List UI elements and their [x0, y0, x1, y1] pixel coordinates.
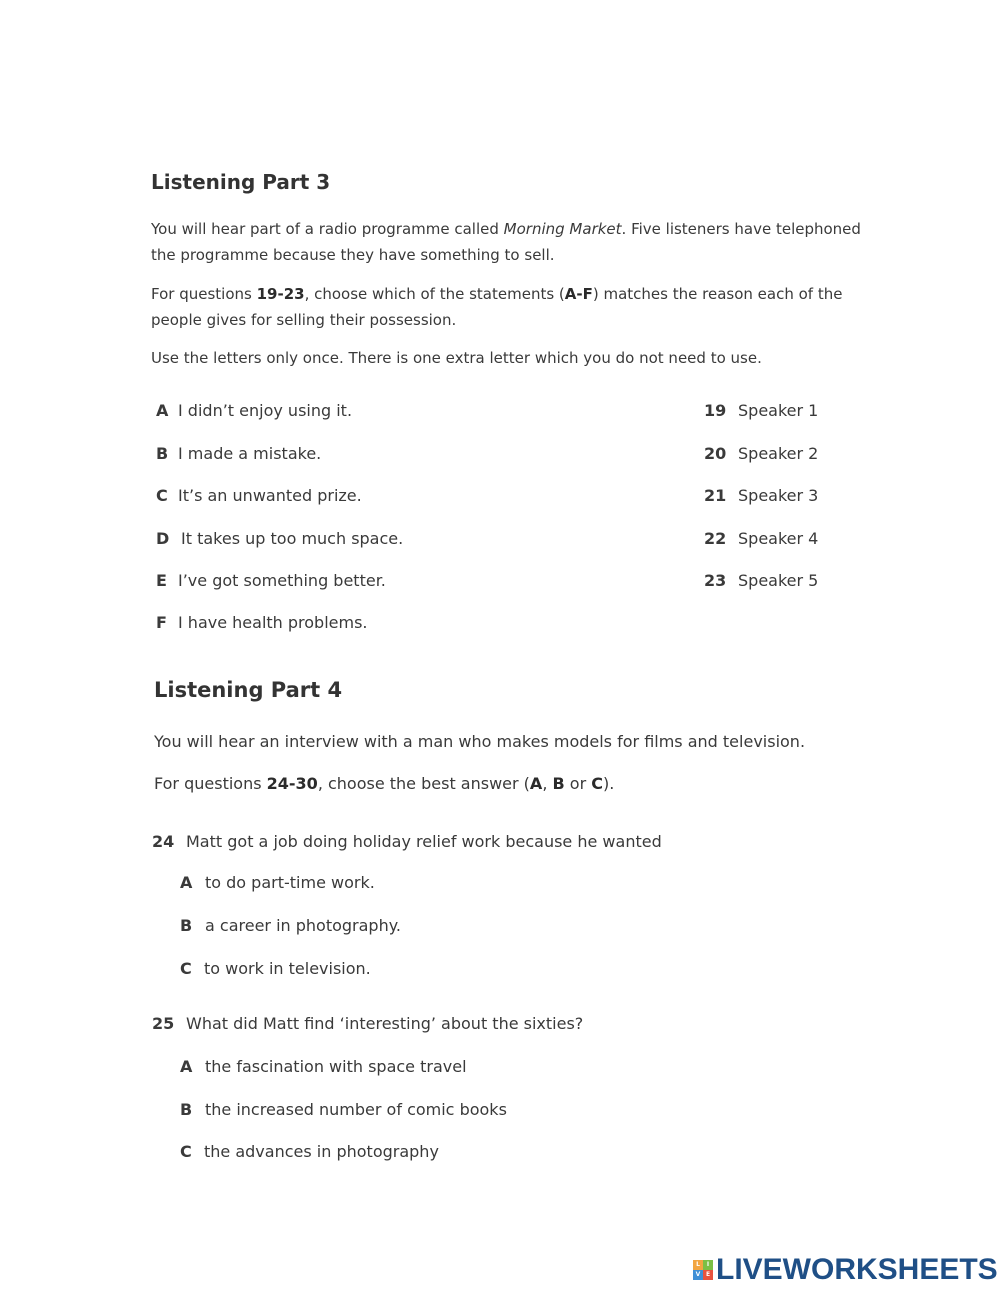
statement-item — [156, 613, 368, 632]
answer-option[interactable] — [180, 916, 401, 935]
option-text: a career in photography. — [205, 916, 401, 935]
speaker-label: Speaker 2 — [738, 444, 819, 463]
logo-cell: E — [703, 1270, 713, 1280]
speaker-label: Speaker 4 — [738, 529, 819, 548]
speaker-item — [704, 571, 818, 590]
logo-cell: I — [703, 1260, 713, 1270]
part3-intro-programme: Morning Market — [503, 220, 622, 238]
answer-option[interactable] — [180, 959, 371, 978]
speaker-question-number: 23 — [704, 571, 727, 590]
speaker-question-number: 21 — [704, 486, 727, 505]
part4-instr-sep: , — [542, 774, 553, 793]
speaker-question-number: 22 — [704, 529, 727, 548]
logo-cell: V — [693, 1270, 703, 1280]
speaker-label: Speaker 5 — [738, 571, 819, 590]
statement-text: It’s an unwanted prize. — [178, 486, 362, 505]
speaker-item — [704, 444, 818, 463]
part4-title: Listening Part 4 — [154, 678, 343, 702]
answer-option[interactable] — [180, 1142, 439, 1161]
question-text: What did Matt find ‘interesting’ about the sixties? — [186, 1014, 584, 1033]
option-text: to do part-time work. — [205, 873, 375, 892]
part4-instr-pre: For questions — [154, 774, 267, 793]
part3-instr-post: ) matches the reason each of the — [592, 285, 843, 303]
option-letter: B — [180, 916, 193, 935]
answer-option[interactable] — [180, 873, 375, 892]
part3-instructions — [151, 281, 842, 333]
speaker-item — [704, 401, 818, 420]
speaker-label: Speaker 3 — [738, 486, 819, 505]
part3-note: Use the letters only once. There is one extra letter which you do not need to use. — [151, 349, 762, 367]
part3-instr-line2: people gives for selling their possession. — [151, 311, 457, 329]
statement-letter: D — [156, 529, 170, 548]
question-number: 24 — [152, 832, 175, 851]
statement-item — [156, 529, 403, 548]
part4-instr-range: 24-30 — [266, 774, 318, 793]
part3-instr-letters: A-F — [564, 285, 593, 303]
part4-instr-post: ). — [602, 774, 615, 793]
speaker-label: Speaker 1 — [738, 401, 819, 420]
statement-text: It takes up too much space. — [181, 529, 404, 548]
option-text: the fascination with space travel — [205, 1057, 467, 1076]
question-text: Matt got a job doing holiday relief work because he wanted — [186, 832, 662, 851]
part4-intro: You will hear an interview with a man who makes models for films and television. — [154, 732, 806, 751]
part4-instr-c: C — [591, 774, 603, 793]
statement-letter: B — [156, 444, 169, 463]
statement-item — [156, 571, 386, 590]
part3-intro — [151, 216, 861, 268]
statement-item — [156, 444, 321, 463]
question-number: 25 — [152, 1014, 175, 1033]
part4-instructions — [154, 774, 614, 793]
liveworksheets-logo-icon — [693, 1260, 713, 1280]
part3-intro-line2: the programme because they have something to sell. — [151, 246, 555, 264]
option-text: to work in television. — [204, 959, 371, 978]
statement-text: I’ve got something better. — [178, 571, 386, 590]
part3-intro-post: . Five listeners have telephoned — [621, 220, 861, 238]
option-letter: B — [180, 1100, 193, 1119]
liveworksheets-watermark — [693, 1252, 998, 1288]
question-item — [152, 832, 662, 851]
statement-letter: F — [156, 613, 167, 632]
part4-instr-b: B — [552, 774, 565, 793]
statement-letter: E — [156, 571, 167, 590]
option-letter: A — [180, 873, 193, 892]
part3-title: Listening Part 3 — [151, 170, 331, 194]
part4-instr-a: A — [529, 774, 543, 793]
question-item — [152, 1014, 583, 1033]
part3-instr-range: 19-23 — [256, 285, 305, 303]
answer-option[interactable] — [180, 1057, 467, 1076]
statement-item — [156, 401, 352, 420]
part3-intro-pre: You will hear part of a radio programme called — [151, 220, 504, 238]
statement-letter: C — [156, 486, 168, 505]
option-letter: A — [180, 1057, 193, 1076]
statement-letter: A — [156, 401, 169, 420]
statement-item — [156, 486, 362, 505]
answer-option[interactable] — [180, 1100, 507, 1119]
option-letter: C — [180, 959, 192, 978]
speaker-question-number: 19 — [704, 401, 727, 420]
speaker-item — [704, 486, 818, 505]
statement-text: I made a mistake. — [178, 444, 322, 463]
option-letter: C — [180, 1142, 192, 1161]
watermark-text: LIVEWORKSHEETS — [716, 1253, 998, 1286]
option-text: the advances in photography — [204, 1142, 439, 1161]
logo-cell: L — [693, 1260, 703, 1270]
speaker-question-number: 20 — [704, 444, 727, 463]
part4-instr-mid: , choose the best answer ( — [317, 774, 530, 793]
statement-text: I didn’t enjoy using it. — [178, 401, 353, 420]
speaker-item — [704, 529, 818, 548]
statement-text: I have health problems. — [178, 613, 368, 632]
part4-instr-or: or — [564, 774, 592, 793]
option-text: the increased number of comic books — [205, 1100, 507, 1119]
part3-instr-pre: For questions — [151, 285, 257, 303]
part3-instr-mid: , choose which of the statements ( — [304, 285, 565, 303]
